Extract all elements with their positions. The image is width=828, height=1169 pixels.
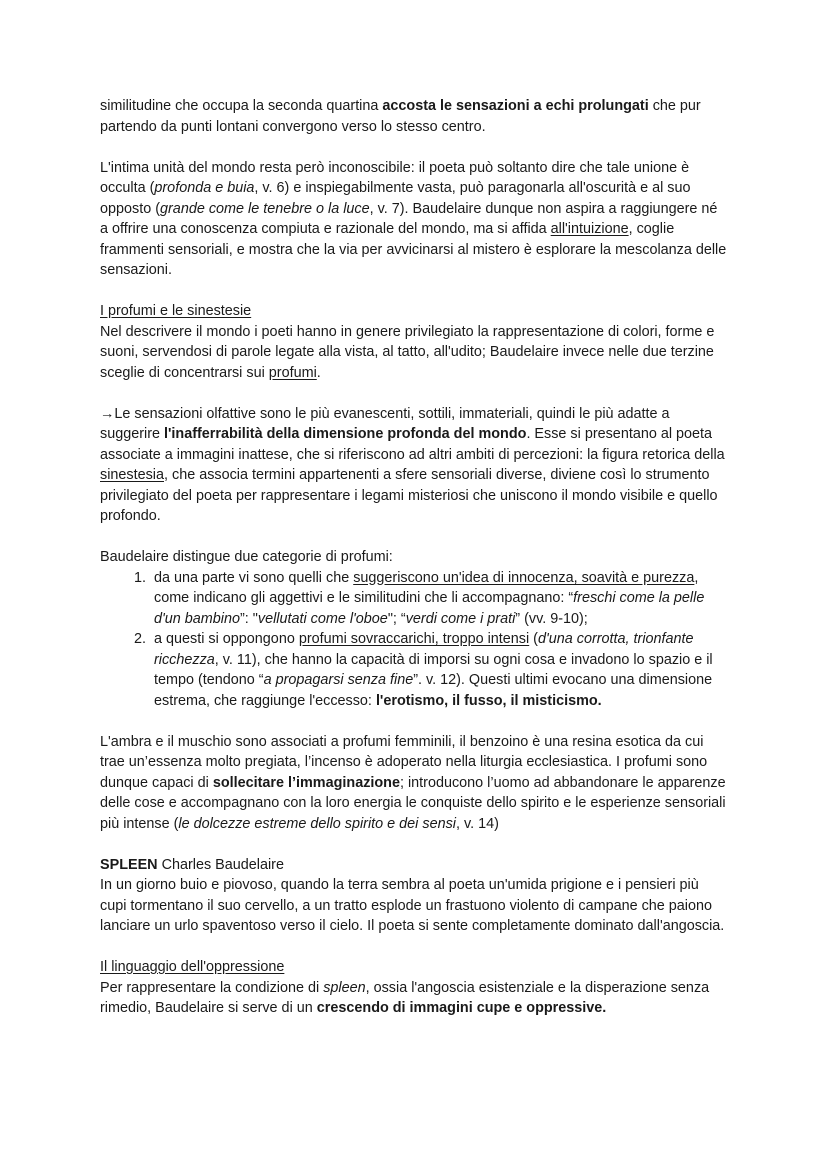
underlined-text: all'intuizione bbox=[550, 221, 629, 237]
numbered-list bbox=[100, 568, 728, 712]
section-heading-profumi: I profumi e le sinestesie bbox=[100, 303, 252, 319]
bold-text: accosta le sensazioni a echi prolungati bbox=[382, 98, 649, 114]
paragraph-unita-mondo: L'intima unità del mondo resta però inconoscibile: il poeta può soltanto dire che tale unione è occulta (profonda e buia, v. 6) e inspiegabilmente vasta, può paragonarla all'oscurità e al suo opposto (grande come le tenebre o la luce, v. 7). Baudelaire dunque non aspira a raggiungere né a offrire una conoscenza compiuta e razionale del mondo, ma si affida all'intuizione, coglie frammenti sensoriali, e mostra che la via per avvicinarsi al mistero è esplorare la mescolanza delle sensazioni. bbox=[100, 159, 727, 278]
section-heading-linguaggio: Il linguaggio dell'oppressione bbox=[100, 959, 285, 975]
underlined-text: profumi sovraccarichi, troppo intensi bbox=[298, 631, 530, 647]
bold-text: l'inafferrabilità della dimensione profonda del mondo bbox=[164, 426, 527, 442]
italic-quote: profonda e buia bbox=[154, 180, 255, 196]
paragraph-descrivere-mondo: Nel descrivere il mondo i poeti hanno in genere privilegiato la rappresentazione di colori, forme e suoni, servendosi di parole legate alla vista, al tatto, all'udito; Baudelaire invece nelle due terzine sceglie di concentrarsi sui profumi. bbox=[100, 323, 715, 381]
paragraph-linguaggio: Per rappresentare la condizione di spleen, ossia l'angoscia esistenziale e la disperazione senza rimedio, Baudelaire si serve di un crescendo di immagini cupe e oppressive. bbox=[100, 979, 710, 1016]
italic-quote: spleen bbox=[323, 979, 366, 996]
list-item: 1. da una parte vi sono quelli che suggeriscono un'idea di innocenza, soavità e purezza, come indicano gli aggettivi e le similitudini che li accompagnano: “freschi come la pelle d'un bambino”: "vellutati come l'oboe"; “verdi come i prati” (vv. 9-10); bbox=[150, 568, 728, 630]
underlined-text: profumi bbox=[268, 364, 317, 381]
italic-quote: le dolcezze estreme dello spirito e dei sensi bbox=[178, 815, 456, 832]
underlined-text: suggeriscono un'idea di innocenza, soavità e purezza bbox=[353, 569, 695, 586]
section-heading-spleen: SPLEEN Charles Baudelaire bbox=[100, 856, 284, 873]
bold-text: l'erotismo, il fusso, il misticismo. bbox=[375, 692, 602, 709]
italic-quote: grande come le tenebre o la luce bbox=[160, 200, 370, 217]
paragraph-sensazioni-olfattive: →Le sensazioni olfattive sono le più evanescenti, sottili, immateriali, quindi le più adatte a suggerire l'inafferrabilità della dimensione profonda del mondo. Esse si presentano al poeta associate a immagini inattese, che si riferiscono ad altri ambiti di percezioni: la figura retorica della sinestesia, che associa termini appartenenti a sfere sensoriali diverse, diviene così lo strumento privilegiato del poeta per rappresentare i legami misteriosi che uniscono il mondo visibile e quello profondo. bbox=[100, 405, 725, 524]
bold-text: sollecitare l’immaginazione bbox=[212, 774, 400, 791]
paragraph-ambra-muschio: L'ambra e il muschio sono associati a profumi femminili, il benzoino è una resina esotica da cui trae un’essenza molto pregiata, l’incenso è adoperato nella liturgia ecclesiastica. I profumi sono dunque capaci di sollecitare l’immaginazione; introducono l’uomo ad abbandonare le apparenze delle cose e accompagnano con la loro energia le conquiste dello spirito e le esperienze sensoriali più intense (le dolcezze estreme dello spirito e dei sensi, v. 14) bbox=[100, 733, 726, 832]
underlined-text: sinestesia bbox=[100, 467, 164, 483]
paragraph-quartina: similitudine che occupa la seconda quartina accosta le sensazioni a echi prolungati che pur partendo da punti lontani convergono verso lo stesso centro. bbox=[100, 98, 701, 135]
bold-text: crescendo di immagini cupe e oppressive. bbox=[316, 1000, 607, 1016]
paragraph-spleen-summary: In un giorno buio e piovoso, quando la terra sembra al poeta un'umida prigione e i pensieri più cupi tormentano il suo cervello, a un tratto esplode un frastuono violento di campane che paiono lanciare un urlo spaventoso verso il cielo. Il poeta si sente completamente dominato dall'angoscia. bbox=[100, 877, 725, 934]
list-item: 2. a questi si oppongono profumi sovraccarichi, troppo intensi (d'una corrotta, trionfante ricchezza, v. 11), che hanno la capacità di imporsi su ogni cosa e invadono lo spazio e il tempo (tendono “a propagarsi senza fine”. v. 12). Questi ultimi evocano una dimensione estrema, che raggiunge l'eccesso: l'erotismo, il fusso, il misticismo. bbox=[150, 629, 728, 711]
paragraph-categorie-profumi: Baudelaire distingue due categorie di profumi: bbox=[100, 549, 393, 565]
